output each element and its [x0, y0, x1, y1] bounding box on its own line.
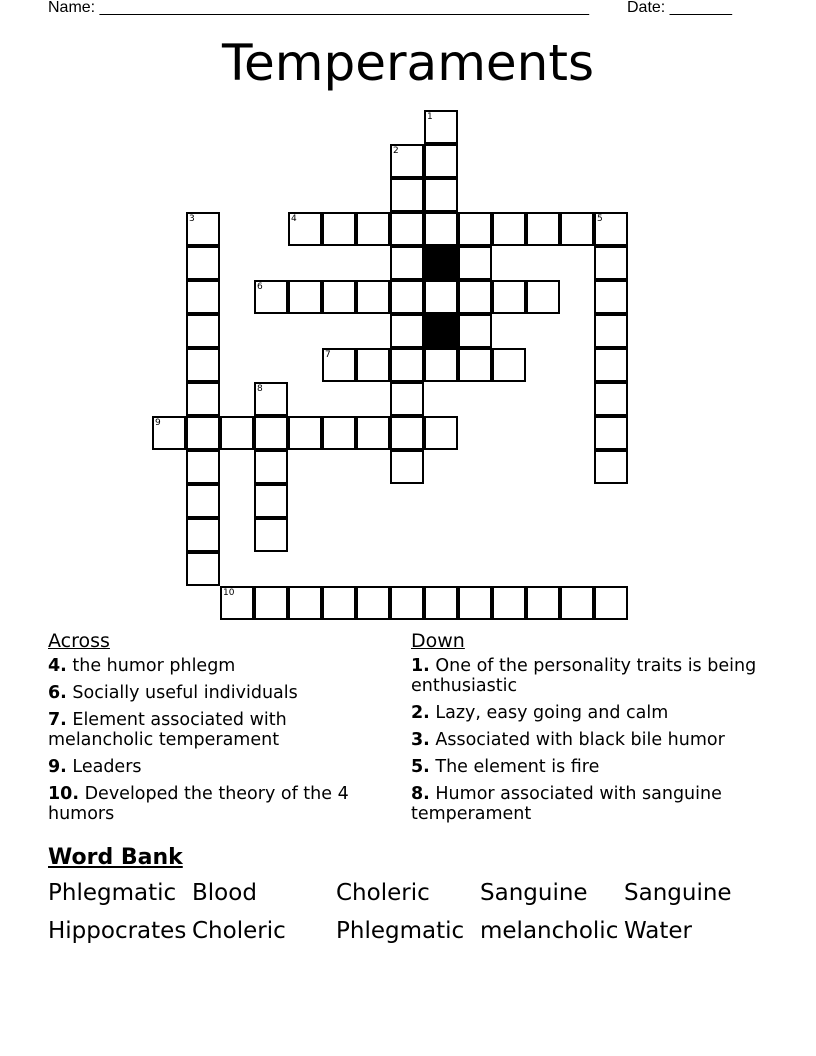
clue-number: 5	[597, 214, 603, 224]
word-bank-word: Blood	[192, 880, 257, 906]
name-field-label: Name: _______________________________________________________	[48, 0, 589, 16]
crossword-cell[interactable]	[526, 212, 560, 246]
word-bank-word: Water	[624, 918, 692, 944]
across-clue	[48, 656, 393, 676]
crossword-cell[interactable]	[526, 586, 560, 620]
crossword-cell[interactable]	[186, 552, 220, 586]
crossword-cell[interactable]	[492, 348, 526, 382]
clue-number: 10	[223, 588, 235, 598]
word-bank-word: Phlegmatic	[336, 918, 465, 944]
clue-number: 1	[427, 112, 433, 122]
crossword-cell[interactable]	[390, 416, 424, 450]
across-heading: Across	[48, 630, 110, 652]
crossword-cell[interactable]	[186, 348, 220, 382]
crossword-cell[interactable]	[458, 348, 492, 382]
crossword-cell[interactable]	[390, 382, 424, 416]
word-bank-word: melancholic	[480, 918, 619, 944]
clue-number: 6	[257, 282, 263, 292]
down-clue-list	[411, 656, 761, 831]
clue-number: 3.	[411, 730, 430, 750]
crossword-cell[interactable]	[560, 586, 594, 620]
crossword-cell[interactable]	[390, 450, 424, 484]
clue-number: 8	[257, 384, 263, 394]
crossword-cell[interactable]	[322, 586, 356, 620]
crossword-cell[interactable]	[560, 212, 594, 246]
crossword-cell[interactable]	[424, 280, 458, 314]
crossword-cell[interactable]	[254, 484, 288, 518]
crossword-cell[interactable]	[458, 212, 492, 246]
crossword-cell[interactable]	[458, 586, 492, 620]
clue-text: Socially useful individuals	[66, 683, 298, 703]
clue-number: 9.	[48, 757, 67, 777]
word-bank-word: Sanguine	[624, 880, 732, 906]
crossword-cell[interactable]	[356, 348, 390, 382]
word-bank	[48, 880, 788, 944]
crossword-cell[interactable]	[424, 144, 458, 178]
crossword-cell[interactable]	[356, 280, 390, 314]
crossword-cell[interactable]	[424, 212, 458, 246]
word-bank-word: Hippocrates	[48, 918, 187, 944]
crossword-cell[interactable]	[254, 280, 288, 314]
clue-number: 8.	[411, 784, 430, 804]
clue-text: The element is fire	[429, 757, 600, 777]
clue-number: 9	[155, 418, 161, 428]
crossword-cell[interactable]	[594, 586, 628, 620]
crossword-cell[interactable]	[254, 518, 288, 552]
down-heading: Down	[411, 630, 465, 652]
crossword-cell[interactable]	[186, 518, 220, 552]
crossword-cell[interactable]	[458, 314, 492, 348]
clue-text: Element associated with melancholic temperament	[48, 710, 287, 750]
clue-number: 2.	[411, 703, 430, 723]
clue-number: 3	[189, 214, 195, 224]
crossword-cell[interactable]	[594, 246, 628, 280]
crossword-cell[interactable]	[186, 416, 220, 450]
clue-number: 7.	[48, 710, 67, 730]
crossword-cell[interactable]	[254, 586, 288, 620]
crossword-cell[interactable]	[186, 450, 220, 484]
crossword-cell[interactable]	[594, 348, 628, 382]
crossword-cell[interactable]	[356, 212, 390, 246]
word-bank-word: Choleric	[336, 880, 430, 906]
down-clue	[411, 757, 761, 777]
clue-number: 4.	[48, 656, 67, 676]
crossword-cell[interactable]	[356, 586, 390, 620]
crossword-cell[interactable]	[152, 416, 186, 450]
word-bank-word: Choleric	[192, 918, 286, 944]
crossword-cell[interactable]	[594, 382, 628, 416]
crossword-cell[interactable]	[322, 348, 356, 382]
clue-text: Associated with black bile humor	[429, 730, 725, 750]
crossword-cell[interactable]	[186, 280, 220, 314]
clue-number: 6.	[48, 683, 67, 703]
clue-number: 10.	[48, 784, 80, 804]
clue-text: Lazy, easy going and calm	[429, 703, 669, 723]
crossword-cell[interactable]	[424, 178, 458, 212]
crossword-cell[interactable]	[594, 416, 628, 450]
clue-text: the humor phlegm	[66, 656, 236, 676]
crossword-cell[interactable]	[288, 416, 322, 450]
crossword-cell[interactable]	[390, 178, 424, 212]
crossword-cell[interactable]	[594, 450, 628, 484]
crossword-cell[interactable]	[458, 280, 492, 314]
clue-text: Humor associated with sanguine temperament	[411, 784, 722, 824]
page-title: Temperaments	[221, 34, 595, 92]
down-clue	[411, 784, 761, 824]
crossword-cell[interactable]	[424, 110, 458, 144]
crossword-cell[interactable]	[458, 246, 492, 280]
crossword-cell[interactable]	[526, 280, 560, 314]
word-bank-word: Sanguine	[480, 880, 588, 906]
down-clue	[411, 730, 761, 750]
crossword-cell[interactable]	[492, 212, 526, 246]
down-clue	[411, 703, 761, 723]
crossword-cell[interactable]	[390, 586, 424, 620]
across-clue	[48, 683, 393, 703]
across-clue	[48, 710, 393, 750]
crossword-cell[interactable]	[356, 416, 390, 450]
crossword-cell[interactable]	[322, 212, 356, 246]
clue-number: 5.	[411, 757, 430, 777]
crossword-cell[interactable]	[390, 348, 424, 382]
crossword-cell[interactable]	[424, 348, 458, 382]
clue-number: 2	[393, 146, 399, 156]
down-clue	[411, 656, 761, 696]
clue-text: Leaders	[66, 757, 142, 777]
crossword-cell[interactable]	[254, 416, 288, 450]
crossword-cell[interactable]	[186, 382, 220, 416]
word-bank-heading: Word Bank	[48, 845, 183, 870]
crossword-cell[interactable]	[186, 314, 220, 348]
crossword-cell[interactable]	[390, 246, 424, 280]
crossword-cell[interactable]	[186, 212, 220, 246]
crossword-cell[interactable]	[186, 246, 220, 280]
crossword-cell[interactable]	[390, 212, 424, 246]
clue-number: 4	[291, 214, 297, 224]
clue-number: 1.	[411, 656, 430, 676]
crossword-cell[interactable]	[288, 212, 322, 246]
crossword-cell[interactable]	[424, 416, 458, 450]
crossword-cell[interactable]	[390, 314, 424, 348]
crossword-cell[interactable]	[492, 280, 526, 314]
across-clue-list	[48, 656, 393, 831]
crossword-cell[interactable]	[220, 586, 254, 620]
crossword-cell[interactable]	[254, 450, 288, 484]
blocked-cell	[424, 314, 458, 348]
crossword-cell[interactable]	[594, 314, 628, 348]
crossword-cell[interactable]	[220, 416, 254, 450]
crossword-cell[interactable]	[492, 586, 526, 620]
crossword-cell[interactable]	[594, 280, 628, 314]
crossword-cell[interactable]	[390, 144, 424, 178]
crossword-cell[interactable]	[186, 484, 220, 518]
clue-number: 7	[325, 350, 331, 360]
across-clue	[48, 757, 393, 777]
across-clue	[48, 784, 393, 824]
crossword-cell[interactable]	[322, 416, 356, 450]
crossword-cell[interactable]	[288, 280, 322, 314]
crossword-cell[interactable]	[594, 212, 628, 246]
crossword-cell[interactable]	[390, 280, 424, 314]
crossword-cell[interactable]	[254, 382, 288, 416]
crossword-cell[interactable]	[288, 586, 322, 620]
date-field-label: Date: _______	[627, 0, 732, 16]
clue-text: Developed the theory of the 4 humors	[48, 784, 349, 824]
clue-text: One of the personality traits is being enthusiastic	[411, 656, 757, 696]
blocked-cell	[424, 246, 458, 280]
word-bank-word: Phlegmatic	[48, 880, 177, 906]
crossword-cell[interactable]	[424, 586, 458, 620]
crossword-cell[interactable]	[322, 280, 356, 314]
